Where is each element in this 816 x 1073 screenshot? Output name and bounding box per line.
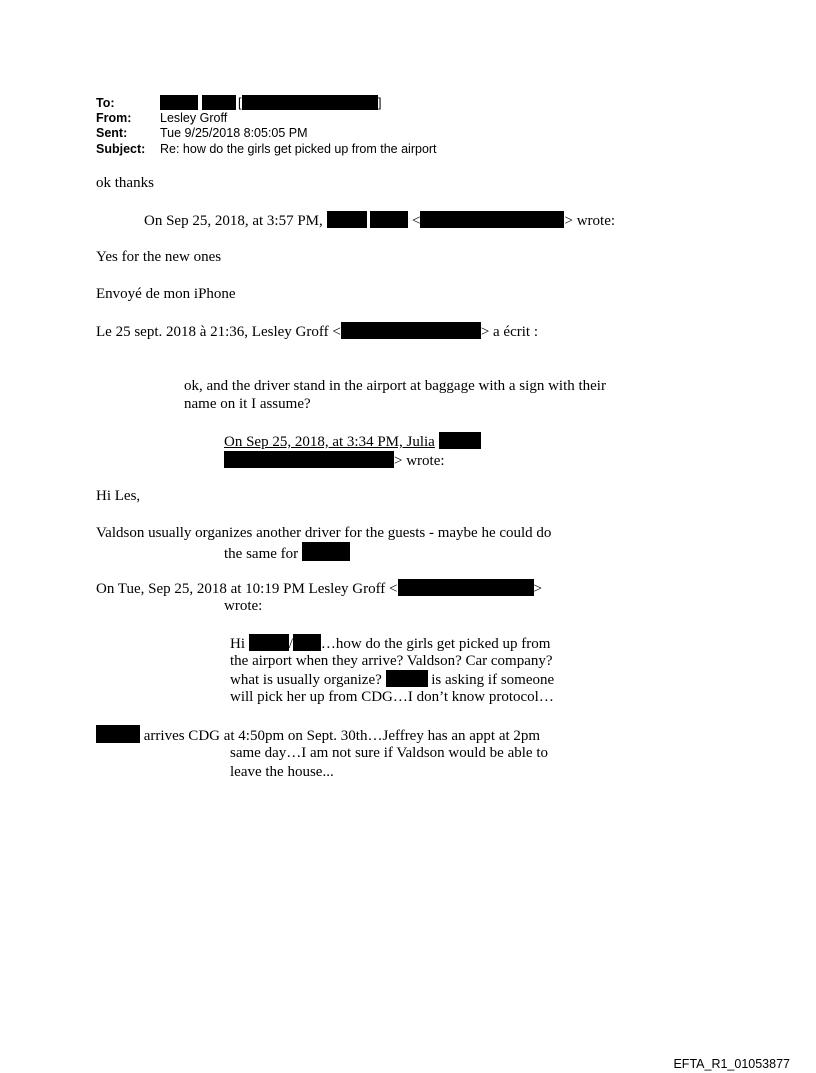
quote-header-1-lt: < bbox=[412, 213, 421, 229]
redaction-block bbox=[96, 725, 140, 743]
quote-header-4-line-1 bbox=[96, 579, 542, 598]
quote-header-3-line-2 bbox=[224, 451, 445, 470]
quote-header-2 bbox=[96, 322, 538, 341]
subject-label: Subject: bbox=[96, 142, 146, 156]
original-line-2: the airport when they arrive? Valdson? Car company? bbox=[230, 653, 553, 669]
reply-valdson-line-2-text: the same for bbox=[224, 546, 299, 562]
from-value: Lesley Groff bbox=[160, 111, 228, 125]
quote-header-4-line-2: wrote: bbox=[224, 598, 263, 614]
original-line-7: leave the house... bbox=[230, 764, 334, 780]
quote-header-3-suffix: > wrote: bbox=[394, 453, 445, 469]
redaction-block bbox=[439, 432, 481, 449]
original-line-5-rest: arrives CDG at 4:50pm on Sept. 30th…Jeffrey has an appt at 2pm bbox=[143, 728, 541, 744]
original-line-3 bbox=[230, 670, 554, 689]
quote-header-2-prefix: Le 25 sept. 2018 à 21:36, Lesley Groff < bbox=[96, 324, 341, 340]
from-row bbox=[96, 111, 131, 126]
redaction-block bbox=[420, 211, 564, 228]
sent-row bbox=[96, 126, 127, 141]
redaction-block bbox=[224, 451, 394, 468]
reply-valdson-line-1: Valdson usually organizes another driver for the guests - maybe he could do bbox=[96, 525, 552, 541]
greeting-line: Hi Les, bbox=[96, 488, 141, 504]
original-line-3-suffix: is asking if someone bbox=[431, 672, 555, 688]
original-line-3-prefix: what is usually organize? bbox=[230, 672, 382, 688]
original-line-1-rest: …how do the girls get picked up from bbox=[320, 636, 551, 652]
from-label: From: bbox=[96, 111, 132, 125]
original-line-1 bbox=[230, 634, 550, 653]
original-line-6: same day…I am not sure if Valdson would be able to bbox=[230, 745, 548, 761]
redaction-block bbox=[327, 211, 367, 228]
reply-driver-line-2: name on it I assume? bbox=[184, 396, 311, 412]
redaction-block bbox=[249, 634, 289, 651]
reply-driver-line-1: ok, and the driver stand in the airport at baggage with a sign with their bbox=[184, 378, 606, 394]
original-hi: Hi bbox=[230, 636, 245, 652]
redaction-block bbox=[398, 579, 534, 596]
to-bracket-open: [ bbox=[238, 96, 242, 110]
subject-row bbox=[96, 142, 145, 157]
subject-value: Re: how do the girls get picked up from the airport bbox=[160, 142, 437, 156]
to-row bbox=[96, 96, 115, 111]
redaction-block bbox=[202, 95, 236, 110]
redaction-block bbox=[293, 634, 321, 651]
redaction-block bbox=[370, 211, 408, 228]
original-slash: / bbox=[288, 636, 293, 652]
reply-new-ones: Yes for the new ones bbox=[96, 249, 222, 265]
quote-header-1-suffix: > wrote: bbox=[564, 213, 616, 229]
redaction-block bbox=[302, 542, 350, 561]
reply-valdson-line-2 bbox=[224, 542, 350, 563]
quote-header-4-suffix: > bbox=[533, 581, 542, 597]
redaction-block bbox=[160, 95, 198, 110]
quote-header-3-line-1 bbox=[224, 432, 481, 451]
redaction-block bbox=[386, 670, 428, 687]
original-line-4: will pick her up from CDG…I don’t know protocol… bbox=[230, 689, 554, 705]
to-label: To: bbox=[96, 96, 115, 110]
reply-ok-thanks: ok thanks bbox=[96, 175, 154, 191]
quote-header-1-prefix: On Sep 25, 2018, at 3:57 PM, bbox=[144, 213, 323, 229]
redaction-block bbox=[242, 95, 378, 110]
to-bracket-close: ] bbox=[378, 96, 382, 110]
quote-header-1 bbox=[144, 211, 615, 230]
sent-label: Sent: bbox=[96, 126, 128, 140]
quote-header-4-prefix: On Tue, Sep 25, 2018 at 10:19 PM Lesley Groff < bbox=[96, 581, 398, 597]
document-id: EFTA_R1_01053877 bbox=[673, 1057, 790, 1071]
quote-header-3-text: On Sep 25, 2018, at 3:34 PM, Julia bbox=[224, 434, 435, 450]
quote-header-2-suffix: > a écrit : bbox=[480, 324, 538, 340]
redaction-block bbox=[341, 322, 481, 339]
sent-value: Tue 9/25/2018 8:05:05 PM bbox=[160, 126, 308, 140]
signature-line: Envoyé de mon iPhone bbox=[96, 286, 236, 302]
original-line-5 bbox=[96, 725, 540, 745]
